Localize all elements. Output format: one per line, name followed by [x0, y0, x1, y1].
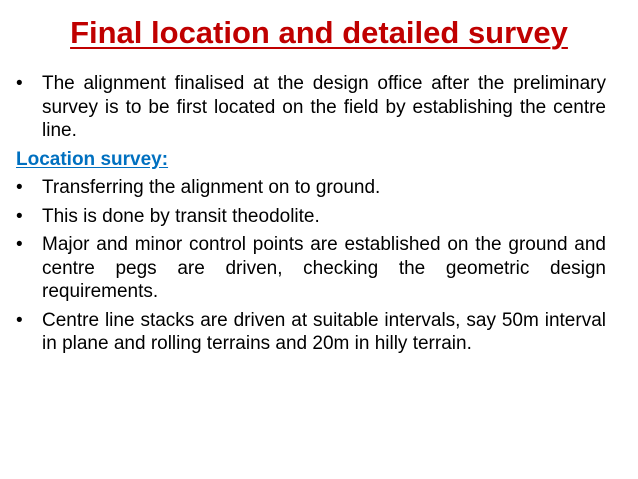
location-survey-item-text: Major and minor control points are established on the ground and centre pegs are driven, checking the geometric design requirements. [42, 234, 606, 302]
bullet-icon: • [16, 234, 23, 255]
location-survey-item-text: This is done by transit theodolite. [42, 205, 320, 227]
bullet-icon: • [16, 205, 23, 227]
bullet-icon: • [16, 73, 23, 94]
bullet-icon: • [16, 309, 23, 331]
bullet-icon: • [16, 177, 23, 198]
intro-text: The alignment finalised at the design office after the preliminary survey is to be first located on the field by establishing the centre line. [42, 73, 606, 141]
location-survey-item-3 [16, 233, 606, 304]
location-survey-item-text: Centre line stacks are driven at suitable intervals, say 50m interval in plane and rolling terrains and 20m in hilly terrain. [42, 309, 606, 354]
slide-title: Final location and detailed survey [70, 15, 568, 50]
location-survey-item-4 [16, 309, 606, 356]
location-survey-item-text: Transferring the alignment on to ground. [42, 177, 381, 198]
location-survey-item-1 [16, 176, 606, 200]
location-survey-item-2 [16, 205, 606, 229]
slide-content [16, 72, 606, 361]
location-survey-heading: Location survey: [16, 148, 169, 170]
intro-bullet [16, 72, 606, 143]
